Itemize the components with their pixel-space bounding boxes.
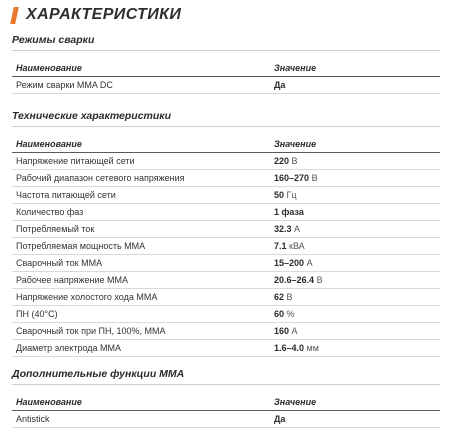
row-value [274,411,440,427]
value-text: 1 фаза [274,207,304,217]
section-title: Дополнительные функции MMA [12,364,440,385]
unit-text: мм [306,343,319,353]
unit-text: В [316,275,323,285]
section-title: Технические характеристики [12,106,440,127]
row-name: Сварочный ток MMA [16,258,103,268]
table-row [12,411,440,428]
value-text: 62 [274,292,285,302]
row-value [274,306,440,322]
row-name: Потребляемый ток [16,224,95,234]
accent-bar-icon [10,7,19,24]
row-name: Потребляемая мощность MMA [16,241,146,251]
table-row [12,272,440,289]
value-text: 220 [274,156,290,166]
row-value [274,272,440,288]
table-row [12,340,440,357]
value-text: 60 [274,309,285,319]
column-header-name: Наименование [16,63,82,73]
table-row [12,238,440,255]
row-name: Частота питающей сети [16,190,116,200]
table-header [12,394,440,411]
table-row [12,221,440,238]
row-name: Напряжение питающей сети [16,156,135,166]
table-header [12,60,440,77]
unit-text: А [291,326,298,336]
row-value [274,238,440,254]
table-row [12,187,440,204]
section-title: Режимы сварки [12,30,440,51]
value-text: 15–200 [274,258,305,268]
row-value [274,153,440,169]
row-name: Сварочный ток при ПН, 100%, MMA [16,326,166,336]
unit-text: % [286,309,295,319]
column-header-name: Наименование [16,397,82,407]
unit-text: кВА [289,241,305,251]
unit-text: Гц [286,190,297,200]
main-header [12,5,181,25]
table-header [12,136,440,153]
value-text: 160 [274,326,290,336]
row-name: Напряжение холостого хода MMA [16,292,158,302]
row-value [274,77,440,93]
unit-text: В [291,156,298,166]
row-value [274,187,440,203]
value-text: 1.6–4.0 [274,343,305,353]
row-value [274,323,440,339]
unit-text: В [286,292,293,302]
unit-text: А [306,258,313,268]
table-row [12,170,440,187]
table-row [12,204,440,221]
row-name: ПН (40°C) [16,309,58,319]
value-text: 32.3 [274,224,292,234]
table-row [12,153,440,170]
unit-text: В [311,173,318,183]
table-row [12,323,440,340]
column-header-value: Значение [274,397,317,407]
table-row [12,77,440,94]
value-text: Да [274,80,286,90]
column-header-value: Значение [274,139,317,149]
row-name: Количество фаз [16,207,84,217]
row-value [274,340,440,356]
value-text: 7.1 [274,241,287,251]
column-header-value: Значение [274,63,317,73]
row-name: Antistick [16,414,50,424]
table-row [12,255,440,272]
unit-text: А [294,224,301,234]
row-name: Рабочий диапазон сетевого напряжения [16,173,185,183]
page-title: ХАРАКТЕРИСТИКИ [26,6,182,23]
column-header-name: Наименование [16,139,82,149]
row-value [274,204,440,220]
row-name: Рабочее напряжение MMA [16,275,129,285]
value-text: 20.6–26.4 [274,275,315,285]
value-text: 160–270 [274,173,310,183]
row-value [274,289,440,305]
row-value [274,221,440,237]
section-welding-modes [12,30,440,94]
section-tech-specs [12,106,440,357]
section-extra-functions [12,364,440,428]
table-row [12,289,440,306]
row-value [274,170,440,186]
table-row [12,306,440,323]
row-name: Режим сварки MMA DC [16,80,113,90]
value-text: 50 [274,190,285,200]
row-value [274,255,440,271]
row-name: Диаметр электрода MMA [16,343,122,353]
value-text: Да [274,414,286,424]
